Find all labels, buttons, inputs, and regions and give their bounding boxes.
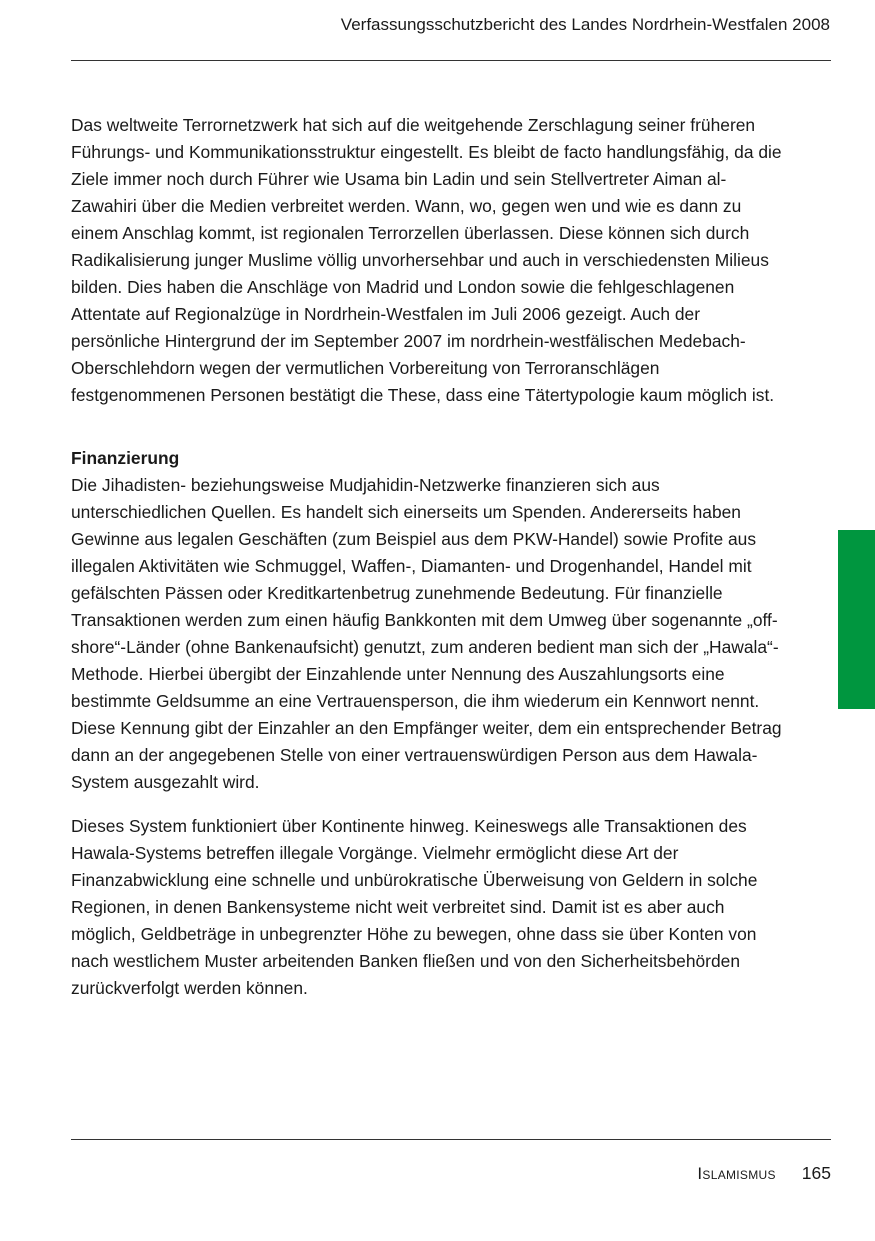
page-body [71, 112, 783, 1002]
footer-divider [71, 1139, 831, 1140]
body-paragraph-2: Die Jihadisten- beziehungsweise Mudjahidin-Netzwerke finanzieren sich aus unterschiedlichen Quellen. Es handelt sich einerseits um Spenden. Andererseits haben Gewinne aus legalen Geschäften (zum Beispiel aus dem PKW-Handel) sowie Profite aus illegalen Aktivitäten wie Schmuggel, Waffen-, Diamanten- und Drogenhandel, Handel mit gefälschten Pässen oder Kreditkartenbetrug zunehmende Bedeutung. Für finanzielle Transaktionen werden zum einen häufig Bankkonten mit dem Umweg über sogenannte „off-shore“-Länder (ohne Bankenaufsicht) genutzt, zum anderen bedient man sich der „Hawala“-Methode. Hierbei übergibt der Einzahlende unter Nennung des Auszahlungsorts eine bestimmte Geldsumme an eine Vertrauensperson, die ihm wiederum ein Kennwort nennt. Diese Kennung gibt der Einzahler an den Empfänger weiter, dem ein entsprechender Betrag dann an der angegebenen Stelle von einer vertrauenswürdigen Person aus dem Hawala-System ausgezahlt wird. [71, 475, 782, 792]
chapter-thumb-tab [838, 530, 875, 709]
footer-section-name: Islamismus [697, 1164, 776, 1183]
header-divider [71, 60, 831, 61]
page-footer [697, 1163, 831, 1189]
section-heading-finanzierung: Finanzierung [71, 448, 180, 468]
page-number: 165 [801, 1163, 831, 1183]
body-paragraph-1: Das weltweite Terrornetzwerk hat sich auf die weitgehende Zerschlagung seiner früheren Führungs- und Kommunikationsstruktur eingestellt. Es bleibt de facto handlungsfähig, da die Ziele immer noch durch Führer wie Usama bin Ladin und sein Stellvertreter Aiman al-Zawahiri über die Medien verbreitet werden. Wann, wo, gegen wen und wie es dann zu einem Anschlag kommt, ist regionalen Terrorzellen überlassen. Diese können sich durch Radikalisierung junger Muslime völlig unvorhersehbar und auch in verschiedensten Milieus bilden. Dies haben die Anschläge von Madrid und London sowie die fehlgeschlagenen Attentate auf Regionalzüge in Nordrhein-Westfalen im Juli 2006 gezeigt. Auch der persönliche Hintergrund der im September 2007 im nordrhein-westfälischen Medebach-Oberschlehdorn wegen der vermutlichen Vorbereitung von Terroranschlägen festgenommenen Personen bestätigt die These, dass eine Tätertypologie kaum möglich ist. [71, 115, 782, 405]
body-paragraph-3: Dieses System funktioniert über Kontinente hinweg. Keineswegs alle Transaktionen des Hawala-Systems betreffen illegale Vorgänge. Vielmehr ermöglicht diese Art der Finanzabwicklung eine schnelle und unbürokratische Überweisung von Geldern in solche Regionen, in denen Bankensysteme nicht weit verbreitet sind. Damit ist es aber auch möglich, Geldbeträge in unbegrenzter Höhe zu bewegen, ohne dass sie über Konten von nach westlichem Muster arbeitenden Banken fließen und von den Sicherheitsbehörden zurückverfolgt werden können. [71, 816, 758, 998]
running-header-title: Verfassungsschutzbericht des Landes Nordrhein-Westfalen 2008 [340, 15, 830, 34]
